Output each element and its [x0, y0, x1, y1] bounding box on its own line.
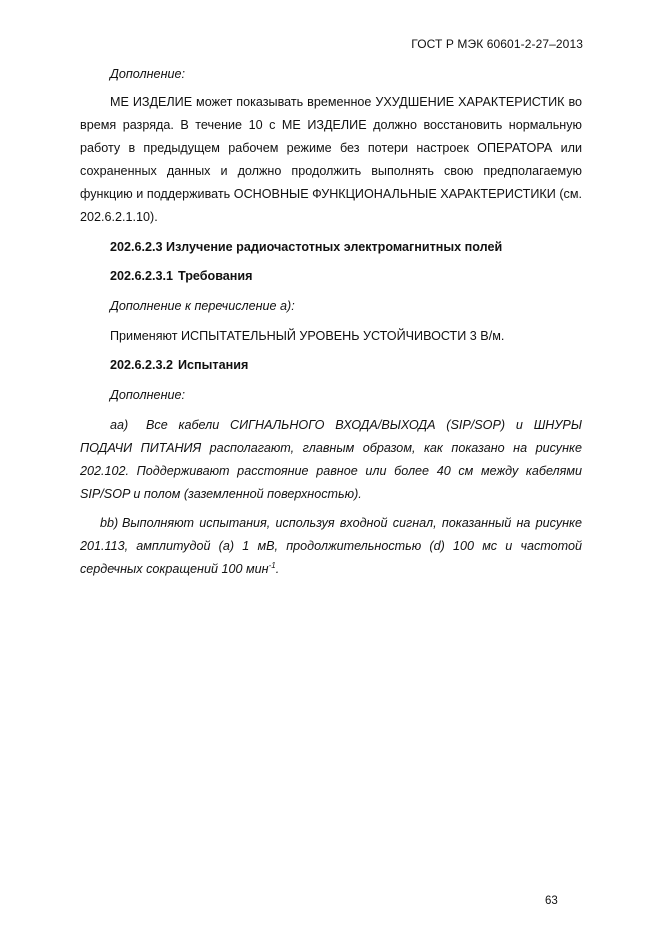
supplement-label-1-text: Дополнение: [110, 67, 186, 81]
list-item-end: . [275, 562, 280, 576]
section-number: 202.6.2.3.2 [110, 358, 174, 372]
section-heading-202-6-2-3 [80, 236, 582, 259]
section-title: Излучение радиочастотных электромагнитных полей [166, 240, 503, 254]
section-heading-202-6-2-3-2 [80, 354, 582, 377]
page-header-standard: ГОСТ Р МЭК 60601-2-27–2013 [411, 37, 583, 51]
section-number: 202.6.2.3.1 [110, 269, 174, 283]
list-item-aa [80, 414, 582, 506]
paragraph-me-device: МЕ ИЗДЕЛИЕ может показывать временное УХУДШЕНИЕ ХАРАКТЕРИСТИК во время разряда. В течение 10 с МЕ ИЗДЕЛИЕ должно восстановить нормальную работу в предыдущем рабочем режиме без потери настроек ОПЕРАТОРА или сохраненных данных и должно продолжить выполнять свою предполагаемую функцию и поддерживать ОСНОВНЫЕ ФУНКЦИОНАЛЬНЫЕ ХАРАКТЕРИСТИКИ (см. 202.6.2.1.10). [80, 95, 582, 224]
superscript-exponent: -1 [268, 560, 276, 570]
list-item-label: aa) [110, 418, 129, 432]
paragraph-test-level: Применяют ИСПЫТАТЕЛЬНЫЙ УРОВЕНЬ УСТОЙЧИВОСТИ 3 В/м. [110, 329, 505, 343]
supplement-label-3: Дополнение: [110, 388, 186, 402]
list-item-text: Все кабели СИГНАЛЬНОГО ВХОДА/ВЫХОДА (SIP/SOP) и ШНУРЫ ПОДАЧИ ПИТАНИЯ располагают, главным образом, как показано на рисунке 202.102. Поддерживают расстояние равное или более 40 см между кабелями SIP/SOP и полом (заземленной поверхностью). [80, 418, 582, 501]
list-item-text: Выполняют испытания, используя входной сигнал, показанный на рисунке 201.113, амплитудой (a) 1 мВ, продолжительностью (d) 100 мс и частотой сердечных сокращений 100 мин [80, 516, 582, 576]
section-number: 202.6.2.3 [110, 240, 163, 254]
page-number: 63 [545, 895, 558, 907]
section-heading-202-6-2-3-1 [80, 265, 582, 288]
list-item-bb [80, 512, 582, 581]
list-item-label: bb) [100, 516, 119, 530]
supplement-label-1 [80, 63, 582, 86]
supplement-label-2: Дополнение к перечисление a): [110, 299, 295, 313]
section-title: Требования [178, 269, 253, 283]
section-title: Испытания [178, 358, 249, 372]
